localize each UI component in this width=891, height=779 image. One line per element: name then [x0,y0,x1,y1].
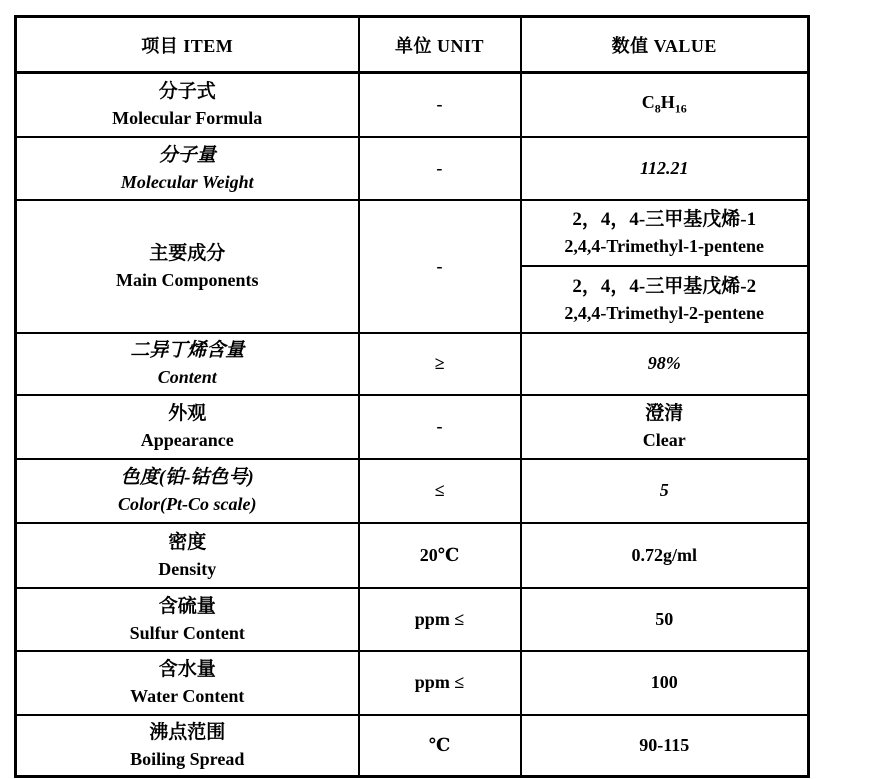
column-header-item: 项目 ITEM [16,17,359,73]
component-name-en: 2,4,4-Trimethyl-1-pentene [564,236,765,256]
item-label-en: Molecular Weight [120,171,254,192]
value-cell-component-1 [521,200,809,266]
item-label-zh: 沸点范围 [149,721,226,743]
column-header-value: 数值 VALUE [521,17,809,73]
formula-subscript: 16 [674,102,687,117]
value-cell: 0.72g/ml [521,523,809,588]
unit-cell: - [359,200,521,333]
formula-subscript: 8 [654,102,661,117]
unit-cell: - [359,137,521,200]
value-cell [521,395,809,459]
value-cell [521,73,809,137]
value-cell: 90-115 [521,715,809,777]
component-name-en: 2,4,4-Trimethyl-2-pentene [564,302,765,323]
molecular-formula-value [641,92,687,117]
row-molecular-weight [16,137,809,200]
unit-cell: - [359,395,521,459]
unit-cell: ≥ [359,333,521,395]
item-cell [16,715,359,777]
item-label-zh: 外观 [168,403,207,424]
component-name-zh: 2，4，4-三甲基戊烯-2 [572,275,757,297]
component-name-zh: 2，4，4-三甲基戊烯-1 [572,209,757,230]
item-label-en: Content [157,367,217,387]
formula-element: H [660,92,675,113]
row-sulfur-content [16,588,809,651]
unit-cell: ppm ≤ [359,588,521,651]
value-cell: 5 [521,459,809,523]
unit-cell: 20℃ [359,523,521,588]
unit-cell: - [359,73,521,137]
row-water-content [16,651,809,715]
item-label-zh: 含水量 [158,659,216,680]
item-label-en: Water Content [130,686,245,706]
item-label-en: Main Components [115,269,259,290]
item-label-zh: 色度(铂-钴色号) [120,467,254,488]
value-label-zh: 澄清 [645,403,684,424]
item-label-zh: 主要成分 [149,242,226,264]
unit-cell: ≤ [359,459,521,523]
item-cell [16,137,359,200]
item-label-zh: 密度 [168,531,207,553]
item-cell [16,523,359,588]
item-cell [16,459,359,523]
value-cell-component-2 [521,266,809,333]
column-header-unit: 单位 UNIT [359,17,521,73]
item-label-zh: 分子式 [158,81,216,103]
item-label-en: Sulfur Content [129,622,245,643]
value-label-en: Clear [642,430,686,450]
row-color [16,459,809,523]
item-cell [16,73,359,137]
item-cell [16,588,359,651]
value-cell: 100 [521,651,809,715]
unit-cell: ℃ [359,715,521,777]
item-label-en: Molecular Formula [112,108,263,129]
row-boiling-spread [16,715,809,777]
item-cell [16,200,359,333]
item-cell [16,651,359,715]
row-main-components [16,200,809,266]
formula-element: C [641,92,655,113]
row-density [16,523,809,588]
unit-cell: ppm ≤ [359,651,521,715]
item-label-zh: 含硫量 [158,595,216,617]
item-label-zh: 分子量 [158,144,216,166]
spec-table [14,15,810,778]
value-cell: 112.21 [521,137,809,200]
item-label-en: Appearance [140,430,234,450]
row-appearance [16,395,809,459]
value-cell: 98% [521,333,809,395]
item-cell [16,395,359,459]
header-row [16,17,809,73]
item-label-en: Boiling Spread [130,748,245,769]
item-label-zh: 二异丁烯含量 [130,340,245,361]
value-cell: 50 [521,588,809,651]
item-label-en: Density [158,558,217,579]
item-label-en: Color(Pt-Co scale) [118,494,257,514]
row-content [16,333,809,395]
row-molecular-formula [16,73,809,137]
item-cell [16,333,359,395]
